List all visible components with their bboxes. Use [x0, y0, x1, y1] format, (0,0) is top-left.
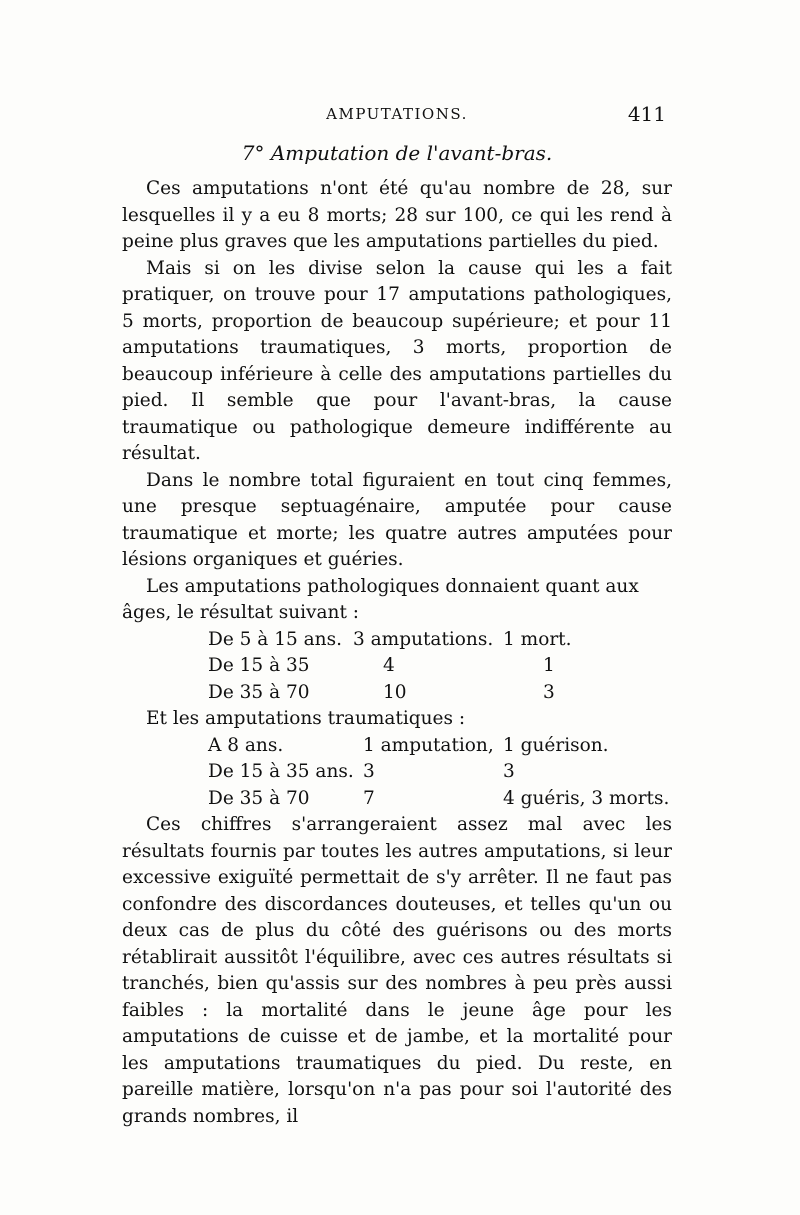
outcome: 3	[503, 761, 515, 782]
traumatic-intro: Et les amputations traumatiques :	[146, 708, 466, 729]
table-row	[122, 653, 672, 680]
outcome: 1	[543, 655, 555, 676]
age-range: De 5 à 15 ans.	[208, 628, 342, 650]
outcome: 1 mort.	[503, 628, 572, 650]
table-row	[122, 759, 672, 786]
table-row	[122, 627, 672, 654]
table-row	[122, 786, 672, 813]
age-range: De 15 à 35	[208, 655, 310, 676]
paragraph: Ces chiffres s'arrangeraient assez mal avec les résultats fournis par toutes les autres amputations, si leur excessive exiguïté permettait de s'y arrêter. Il ne faut pas confondre des discordances douteuses, et telles qu'un ou deux cas de plus du côté des guérisons ou des morts rétablirait aussitôt l'équilibre, avec ces autres résultats si tranchés, bien qu'assis sur des nombres à peu près aussi faibles : la mortalité dans le jeune âge pour les amputations de cuisse et de jambe, et la mortalité pour les amputations traumatiques du pied. Du reste, en pareille matière, lorsqu'on n'a pas pour soi l'autorité des grands nombres, il	[122, 814, 672, 1127]
section-title: 7° Amputation de l'avant-bras.	[241, 141, 553, 165]
amputation-count: 3 amputations.	[353, 628, 494, 650]
body-text	[122, 140, 672, 1130]
amputation-count: 7	[363, 787, 375, 809]
age-range: De 35 à 70	[208, 787, 310, 809]
paragraph: Ces amputations n'ont été qu'au nombre de 28, sur lesquelles il y a eu 8 morts; 28 sur 100, ce qui les rend à peine plus graves que les amputations partielles du pied.	[122, 178, 672, 252]
outcome: 4 guéris, 3 morts.	[503, 787, 670, 809]
age-range: De 15 à 35 ans.	[208, 761, 354, 782]
amputation-count: 1 amputation,	[363, 734, 494, 756]
page-header	[122, 102, 672, 130]
page-number: 411	[627, 102, 666, 126]
outcome: 1 guérison.	[503, 734, 609, 756]
paragraph: Mais si on les divise selon la cause qui les a fait pratiquer, on trouve pour 17 amputations pathologiques, 5 morts, proportion de beaucoup supérieure; et pour 11 amputations traumatiques, 3 morts, proportion de beaucoup inférieure à celle des amputations partielles du pied. Il semble que pour l'avant-bras, la cause traumatique ou pathologique demeure indifférente au résultat.	[122, 257, 672, 464]
running-head: AMPUTATIONS.	[326, 105, 468, 123]
table-row	[122, 733, 672, 760]
paragraph: Dans le nombre total figuraient en tout cinq femmes, une presque septuagénaire, amputée pour cause traumatique et morte; les quatre autres amputées pour lésions organiques et guéries.	[122, 469, 672, 570]
age-range: De 35 à 70	[208, 681, 310, 703]
amputation-count: 10	[383, 681, 407, 703]
amputation-count: 4	[383, 655, 395, 676]
amputation-count: 3	[363, 761, 375, 782]
pathologic-intro: Les amputations pathologiques donnaient quant aux âges, le résultat suivant :	[122, 575, 639, 623]
table-row	[122, 680, 672, 707]
age-range: A 8 ans.	[208, 734, 284, 756]
outcome: 3	[543, 681, 555, 703]
